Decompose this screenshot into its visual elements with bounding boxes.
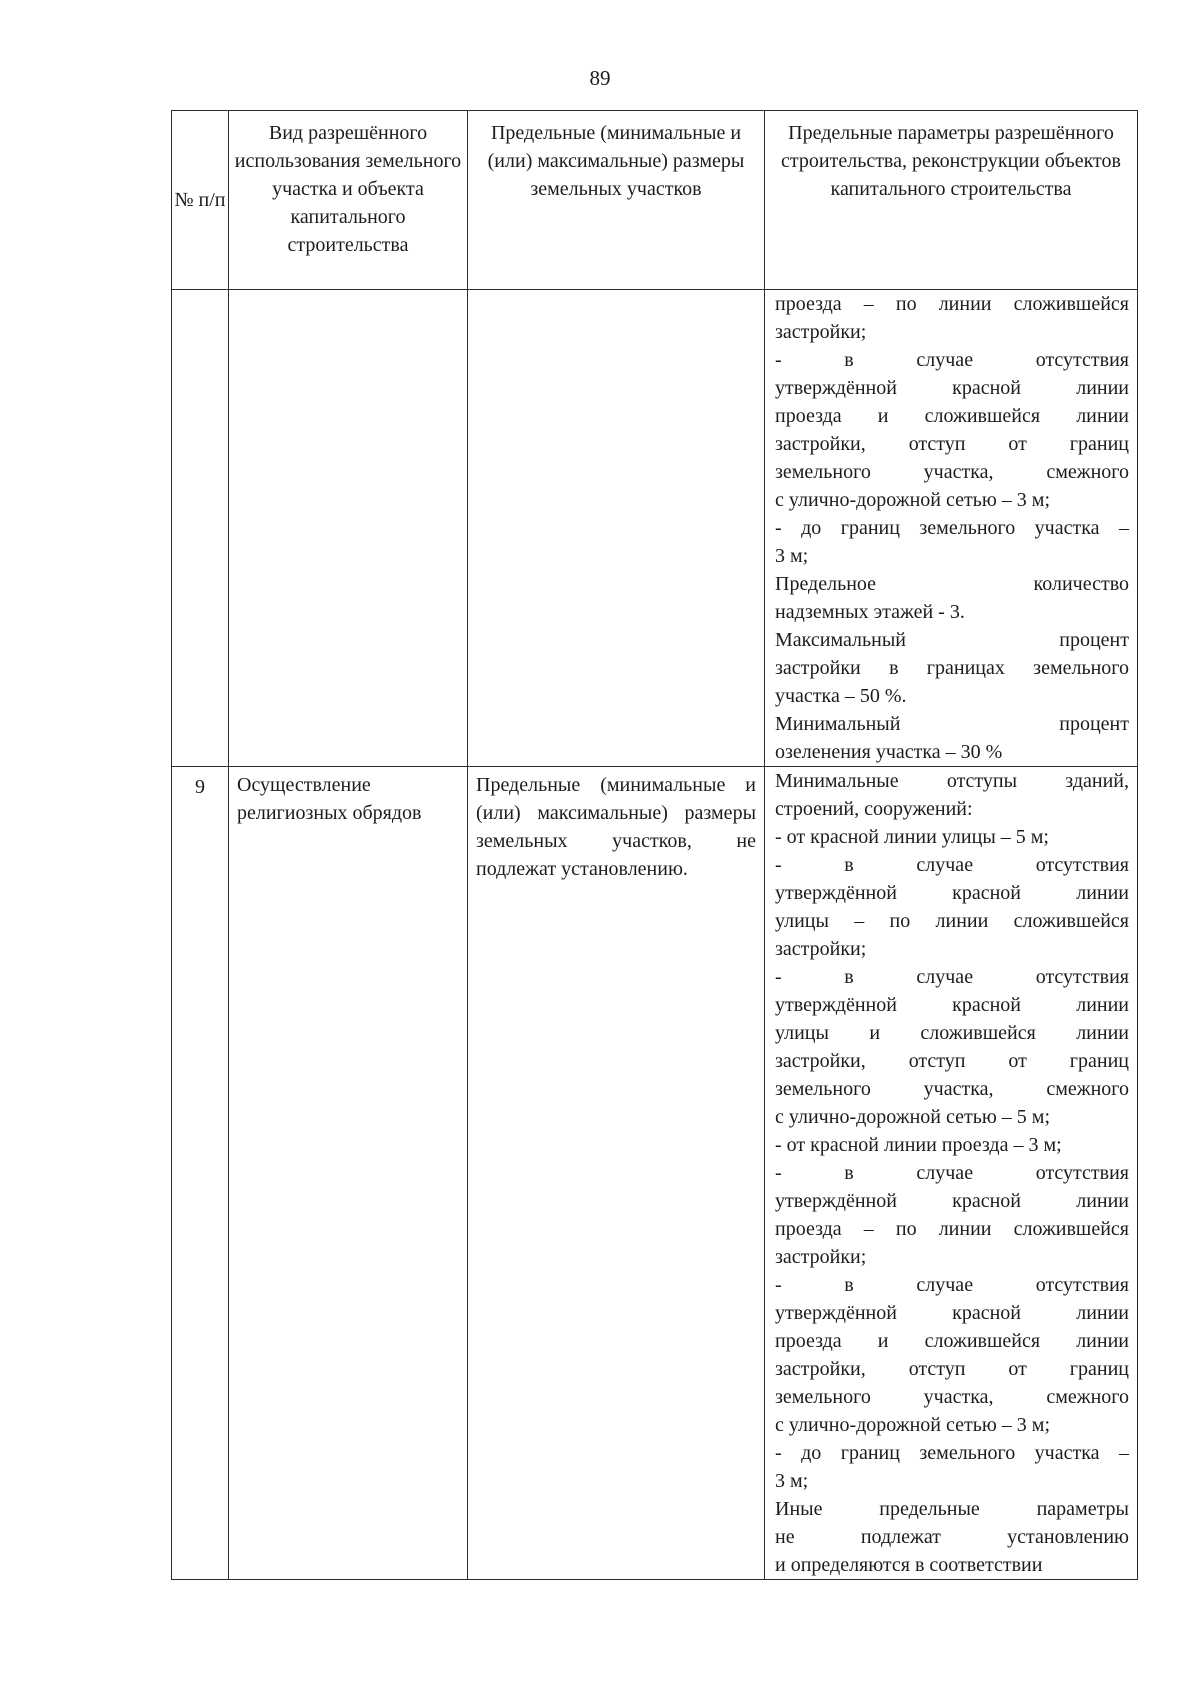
header-use-type-label: Вид разрешённого использования земельного участка и объекта капитального строительства	[234, 122, 462, 256]
row9-sizes-cell	[468, 767, 765, 1580]
param-line: утверждённой красной линии	[775, 882, 1129, 904]
param-line: - до границ земельного участка –	[775, 1442, 1129, 1464]
param-line: земельного участка, смежного	[775, 461, 1129, 483]
param-line: утверждённой красной линии	[775, 994, 1129, 1016]
param-line: Минимальный процент	[775, 713, 1129, 735]
param-line: - от красной линии улицы – 5 м;	[775, 826, 1049, 848]
param-line: проезда – по линии сложившейся	[775, 293, 1129, 315]
param-line: участка – 50 %.	[775, 685, 907, 707]
table-row-9	[172, 767, 1138, 1580]
header-num-label: № п/п	[174, 189, 226, 211]
cont-params-text	[765, 290, 1137, 766]
row9-use-type: Осуществление религиозных обрядов	[237, 774, 422, 824]
param-line: строений, сооружений:	[775, 798, 973, 820]
row9-num: 9	[195, 776, 205, 798]
param-line: - в случае отсутствия	[775, 1274, 1129, 1296]
param-line: - в случае отсутствия	[775, 349, 1129, 371]
page-number: 89	[589, 66, 611, 90]
param-line: 3 м;	[775, 1470, 809, 1492]
param-line: улицы – по линии сложившейся	[775, 910, 1129, 932]
param-line: застройки;	[775, 1246, 867, 1268]
param-line: утверждённой красной линии	[775, 1190, 1129, 1212]
param-line: утверждённой красной линии	[775, 377, 1129, 399]
param-line: надземных этажей - 3.	[775, 601, 965, 623]
param-line: застройки;	[775, 938, 867, 960]
param-line: проезда и сложившейся линии	[775, 405, 1129, 427]
param-line: - от красной линии проезда – 3 м;	[775, 1134, 1062, 1156]
param-line: не подлежат установлению	[775, 1526, 1129, 1548]
cont-use-type-cell	[229, 290, 468, 767]
param-line: застройки, отступ от границ	[775, 1050, 1129, 1072]
zoning-parameters-table	[171, 110, 1138, 1580]
param-line: - в случае отсутствия	[775, 1162, 1129, 1184]
param-line: улицы и сложившейся линии	[775, 1022, 1129, 1044]
param-line: с улично-дорожной сетью – 3 м;	[775, 489, 1051, 511]
param-line: проезда – по линии сложившейся	[775, 1218, 1129, 1240]
param-line: Минимальные отступы зданий,	[775, 770, 1129, 792]
header-cell-sizes	[468, 111, 765, 290]
param-line: застройки, отступ от границ	[775, 433, 1129, 455]
header-params-label: Предельные параметры разрешённого строительства, реконструкции объектов капитального строительства	[781, 122, 1121, 200]
param-line: застройки в границах земельного	[775, 657, 1129, 679]
row9-use-type-cell	[229, 767, 468, 1580]
cont-sizes-cell	[468, 290, 765, 767]
header-cell-params	[765, 111, 1138, 290]
param-line: Предельное количество	[775, 573, 1129, 595]
param-line: озеленения участка – 30 %	[775, 741, 1003, 763]
param-line: с улично-дорожной сетью – 5 м;	[775, 1106, 1051, 1128]
param-line: - до границ земельного участка –	[775, 517, 1129, 539]
param-line: застройки, отступ от границ	[775, 1358, 1129, 1380]
table-row-continuation	[172, 290, 1138, 767]
param-line: проезда и сложившейся линии	[775, 1330, 1129, 1352]
param-line: земельного участка, смежного	[775, 1078, 1129, 1100]
table-header-row	[172, 111, 1138, 290]
header-sizes-label: Предельные (минимальные и (или) максимальные) размеры земельных участков	[487, 122, 745, 200]
param-line: - в случае отсутствия	[775, 966, 1129, 988]
cont-params-cell	[765, 290, 1138, 767]
cont-num-cell	[172, 290, 229, 767]
param-line: и определяются в соответствии	[775, 1554, 1043, 1576]
header-cell-num	[172, 111, 229, 290]
row9-params-text	[765, 767, 1137, 1579]
param-line: земельного участка, смежного	[775, 1386, 1129, 1408]
param-line: с улично-дорожной сетью – 3 м;	[775, 1414, 1051, 1436]
param-line: застройки;	[775, 321, 867, 343]
row9-num-cell	[172, 767, 229, 1580]
param-line: 3 м;	[775, 545, 809, 567]
row9-sizes: Предельные (минимальные и (или) максимальные) размеры земельных участков, не подлежат установлению.	[476, 774, 756, 880]
param-line: утверждённой красной линии	[775, 1302, 1129, 1324]
header-cell-use-type	[229, 111, 468, 290]
param-line: - в случае отсутствия	[775, 854, 1129, 876]
row9-params-cell	[765, 767, 1138, 1580]
param-line: Максимальный процент	[775, 629, 1129, 651]
param-line: Иные предельные параметры	[775, 1498, 1129, 1520]
